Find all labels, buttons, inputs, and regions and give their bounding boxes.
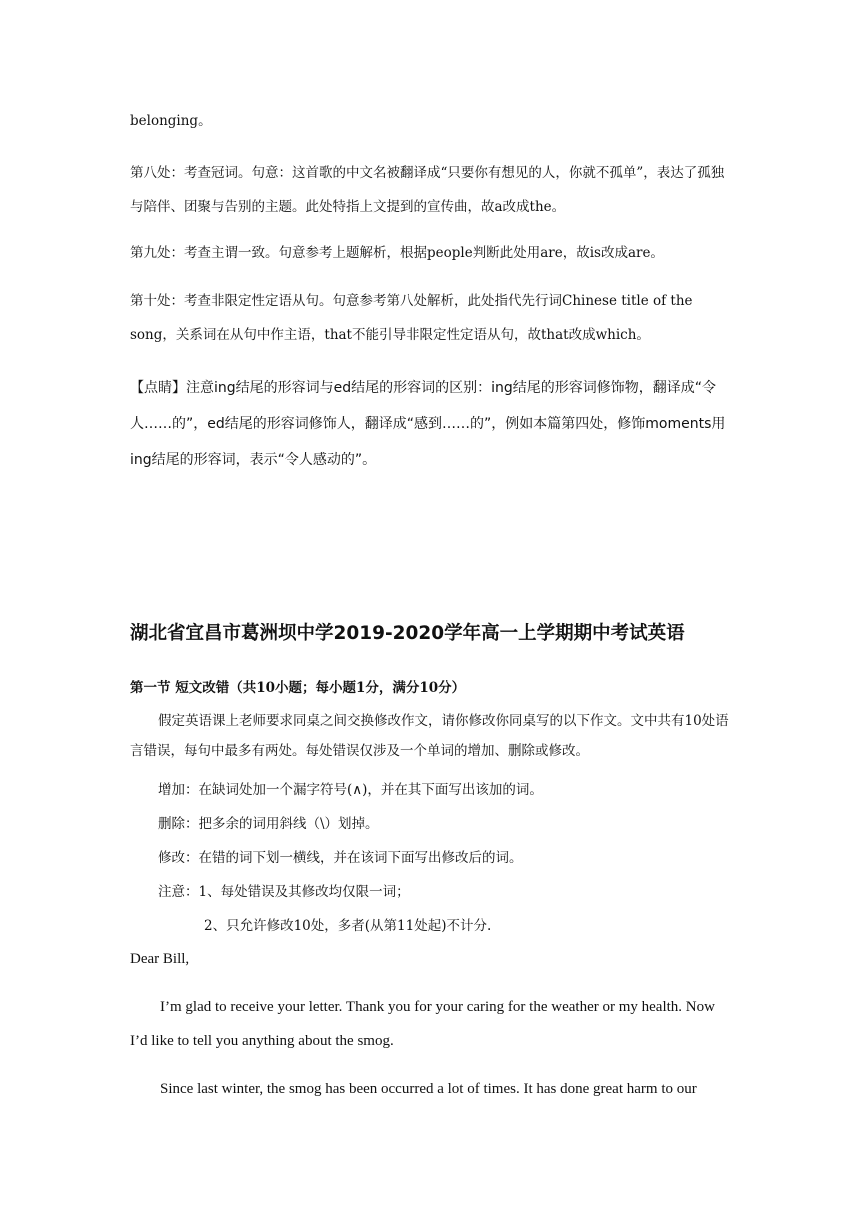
answer-continuation: belonging。 bbox=[130, 113, 212, 129]
answer-9: 第九处：考查主谓一致。句意参考上题解析，根据people判断此处用are，故is改成are。 bbox=[130, 245, 664, 261]
note-1: 注意：1、每处错误及其修改均仅限一词； bbox=[158, 884, 410, 900]
letter-paragraph-2: Since last winter, the smog has been occurred a lot of times. It has done great harm to our bbox=[160, 1081, 697, 1097]
exam-title: 湖北省宜昌市葛洲坝中学2019-2020学年高一上学期期中考试英语 bbox=[130, 623, 685, 644]
instructions: 假定英语课上老师要求同桌之间交换修改作文，请你修改你同桌写的以下作文。文中共有10处语言错误，每句中最多有两处。每处错误仅涉及一个单词的增加、删除或修改。 bbox=[130, 713, 729, 759]
rule-delete: 删除：把多余的词用斜线（\）划掉。 bbox=[158, 816, 379, 832]
section-heading: 第一节 短文改错（共10小题；每小题1分，满分10分） bbox=[130, 680, 466, 696]
note-2: 2、只允许修改10处，多者(从第11处起)不计分. bbox=[204, 918, 492, 934]
letter-paragraph-1: I’m glad to receive your letter. Thank you for your caring for the weather or my health. Now I’d like to tell you anything about the smog. bbox=[130, 999, 715, 1049]
answer-10: 第十处：考查非限定性定语从句。句意参考第八处解析，此处指代先行词Chinese title of the song，关系词在从句中作主语，that不能引导非限定性定语从句，故that改成which。 bbox=[130, 293, 693, 343]
letter-salutation: Dear Bill, bbox=[130, 951, 190, 967]
rule-modify: 修改：在错的词下划一横线，并在该词下面写出修改后的词。 bbox=[158, 850, 523, 866]
rule-add: 增加：在缺词处加一个漏字符号(∧)，并在其下面写出该加的词。 bbox=[158, 782, 543, 798]
answer-8: 第八处：考查冠词。句意：这首歌的中文名被翻译成“只要你有想见的人，你就不孤单”，表达了孤独与陪伴、团聚与告别的主题。此处特指上文提到的宣传曲，故a改成the。 bbox=[130, 165, 725, 215]
tip-note: 【点睛】注意ing结尾的形容词与ed结尾的形容词的区别：ing结尾的形容词修饰物，翻译成“令人……的”，ed结尾的形容词修饰人，翻译成“感到……的”，例如本篇第四处，修饰moments用ing结尾的形容词，表示“令人感动的”。 bbox=[130, 380, 726, 468]
